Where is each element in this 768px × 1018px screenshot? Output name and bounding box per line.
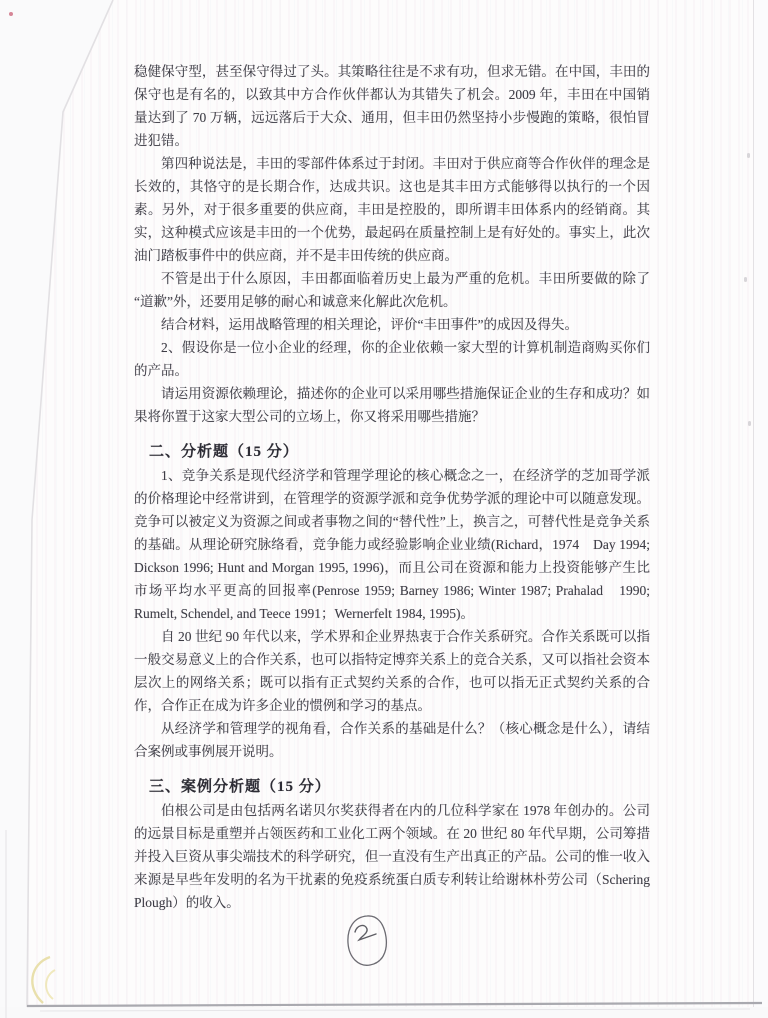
page-number-value: 2 [380,950,381,951]
gray-speck-artifact [747,153,750,158]
question-toyota-evaluation: 结合材料，运用战略管理的相关理论，评价“丰田事件”的成因及得失。 [161,317,578,332]
stain-mark-inner [46,970,55,999]
pen-digit-2 [355,925,376,940]
question-2-resource-dependence: 请运用资源依赖理论，描述你的企业可以采用哪些措施保证企业的生存和成功？如果将你置于这家大型公司的立场上，你又将采用哪些措施？ [134,386,650,424]
body-paragraph-toyota-conservative: 稳健保守型，甚至保守得过了头。其策略往往是不求有功，但求无错。在中国，丰田的保守也是有名的，以致其中方合作伙伴都认为其错失了机会。2009 年，丰田在中国销量达到了 70 万辆，远远落后于大众、通用，但丰田仍然坚持小步慢跑的策略，很怕冒进犯错。 [134,64,650,148]
paper-bottom-edge [27,1003,762,1006]
question-cooperation-basis: 从经济学和管理学的视角看，合作关系的基础是什么？（核心概念是什么），请结合案例或事例展开说明。 [134,721,650,759]
question-2-small-business: 2、假设你是一位小企业的经理，你的企业依赖一家大型的计算机制造商购买你们的产品。 [134,340,650,378]
document-body [134,60,650,914]
gray-speck-artifact [744,277,747,282]
section-3-heading: 三、案例分析题（15 分） [149,779,331,795]
body-paragraph-biogen-case: 伯根公司是由包括两名诺贝尔奖获得者在内的几位科学家在 1978 年创办的。公司的远景目标是重塑并占领医药和工业化工两个领域。在 20 世纪 80 年代早期，公司筹措并投入巨资从事尖端技术的科学研究，但一直没有生产出真正的产品。公司的惟一收入来源是早些年发明的名为干扰素的免疫系统蛋白质专利转让给谢林朴劳公司（Schering Plough）的收入。 [134,803,650,910]
body-paragraph-toyota-suppliers: 第四种说法是，丰田的零部件体系过于封闭。丰田对于供应商等合作伙伴的理念是长效的，其恪守的是长期合作，达成共识。这也是其丰田方式能够得以执行的一个因素。另外，对于很多重要的供应商，丰田是控股的，即所谓丰田体系内的经销商。其实，这种模式应该是丰田的一个优势，最起码在质量控制上是有好处的。事实上，此次油门踏板事件中的供应商，并不是丰田传统的供应商。 [134,156,650,263]
red-speck-artifact [9,12,13,16]
paper-fold-corner [0,0,113,1007]
gray-speck-artifact [748,421,751,426]
body-paragraph-cooperation-research: 自 20 世纪 90 年代以来，学术界和企业界热衷于合作关系研究。合作关系既可以指一般交易意义上的合作关系，也可以指特定博弈关系上的竞合关系，又可以指社会资本层次上的网络关系；既可以指有正式契约关系的合作，也可以指无正式契约关系的合作，合作正在成为许多企业的惯例和学习的基点。 [134,629,650,713]
pen-circle [348,916,386,965]
body-paragraph-competition-theory: 1、竞争关系是现代经济学和管理学理论的核心概念之一，在经济学的芝加哥学派的价格理论中经常讲到，在管理学的资源学派和竞争优势学派的理论中可以随意发现。竞争可以被定义为资源之间或者事物之间的“替代性”上，换言之，可替代性是竞争关系的基础。从理论研究脉络看，竞争能力或经验影响企业业绩(Richard，1974 Day 1994; Dickson 1996; Hunt and Morgan 1995, 1996)，而且公司在资源和能力上投资能够产生比市场平均水平更高的回报率(Penrose 1959; Barney 1986; Winter 1987; Prahalad 1990; Rumelt, Schendel, and Teece 1991；Wernerfelt 1984, 1995)。 [134,468,650,621]
handwritten-page-number-circle [340,910,396,972]
section-2-heading: 二、分析题（15 分） [149,444,299,460]
body-paragraph-toyota-crisis: 不管是出于什么原因，丰田都面临着历史上最为严重的危机。丰田所要做的除了“道歉”外，还要用足够的耐心和诚意来化解此次危机。 [134,271,650,309]
paper-bottom-edge-shadow [40,1009,750,1011]
